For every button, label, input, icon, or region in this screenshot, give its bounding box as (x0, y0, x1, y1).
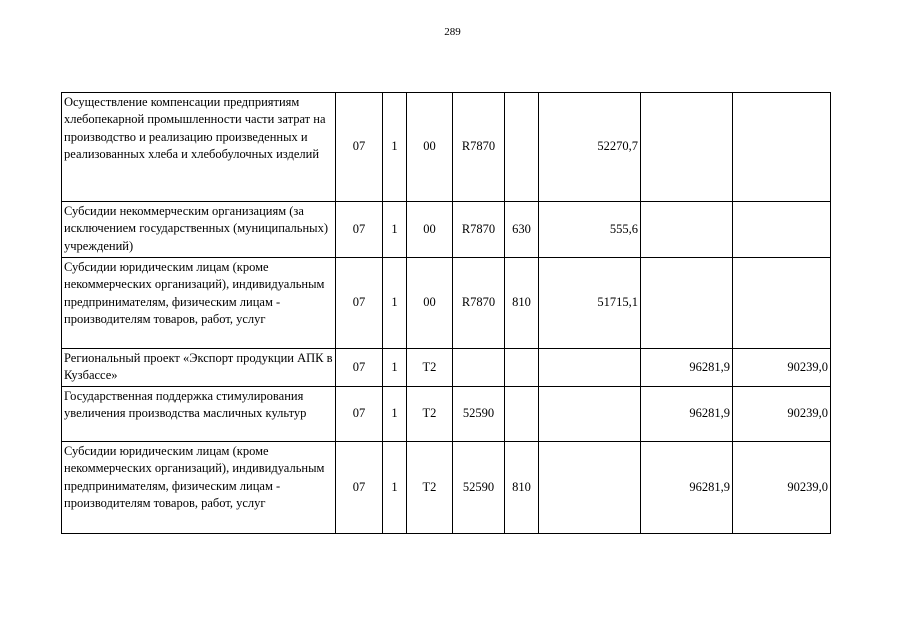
value-year-2 (641, 93, 733, 202)
expense-type-code (505, 387, 539, 442)
section-code: 07 (336, 442, 383, 534)
program-code: Т2 (407, 387, 453, 442)
row-name: Государственная поддержка стимулирования увеличения производства масличных культур (62, 387, 336, 442)
section-code: 07 (336, 258, 383, 349)
value-year-1: 52270,7 (539, 93, 641, 202)
value-year-2: 96281,9 (641, 349, 733, 387)
expense-type-code (505, 349, 539, 387)
section-code: 07 (336, 93, 383, 202)
value-year-1 (539, 349, 641, 387)
subsection-code: 1 (383, 349, 407, 387)
program-code: Т2 (407, 349, 453, 387)
value-year-3 (733, 258, 831, 349)
row-name: Субсидии юридическим лицам (кроме некоммерческих организаций), индивидуальным предпринимателям, физическим лицам - производителям товаров, работ, услуг (62, 258, 336, 349)
subsection-code: 1 (383, 258, 407, 349)
value-year-2 (641, 258, 733, 349)
value-year-1: 51715,1 (539, 258, 641, 349)
value-year-2 (641, 202, 733, 258)
value-year-3: 90239,0 (733, 387, 831, 442)
page-number: 289 (444, 26, 461, 38)
expense-type-code: 810 (505, 442, 539, 534)
target-code: R7870 (453, 93, 505, 202)
value-year-1 (539, 387, 641, 442)
expense-type-code: 630 (505, 202, 539, 258)
section-code: 07 (336, 202, 383, 258)
target-code: R7870 (453, 258, 505, 349)
table-row (62, 349, 831, 387)
row-name: Осуществление компенсации предприятиям хлебопекарной промышленности части затрат на производство и реализацию произведенных и реализованных хлеба и хлебобулочных изделий (62, 93, 336, 202)
value-year-2: 96281,9 (641, 442, 733, 534)
value-year-3: 90239,0 (733, 442, 831, 534)
subsection-code: 1 (383, 387, 407, 442)
row-name: Субсидии некоммерческим организациям (за исключением государственных (муниципальных) учреждений) (62, 202, 336, 258)
expense-type-code (505, 93, 539, 202)
table-row (62, 442, 831, 534)
target-code: 52590 (453, 387, 505, 442)
value-year-3 (733, 93, 831, 202)
value-year-3: 90239,0 (733, 349, 831, 387)
subsection-code: 1 (383, 93, 407, 202)
table-row (62, 258, 831, 349)
target-code: R7870 (453, 202, 505, 258)
expense-type-code: 810 (505, 258, 539, 349)
value-year-1: 555,6 (539, 202, 641, 258)
target-code (453, 349, 505, 387)
program-code: 00 (407, 258, 453, 349)
value-year-3 (733, 202, 831, 258)
program-code: Т2 (407, 442, 453, 534)
subsection-code: 1 (383, 202, 407, 258)
table-row (62, 93, 831, 202)
row-name: Субсидии юридическим лицам (кроме некоммерческих организаций), индивидуальным предпринимателям, физическим лицам - производителям товаров, работ, услуг (62, 442, 336, 534)
subsection-code: 1 (383, 442, 407, 534)
value-year-1 (539, 442, 641, 534)
section-code: 07 (336, 349, 383, 387)
program-code: 00 (407, 93, 453, 202)
target-code: 52590 (453, 442, 505, 534)
budget-table (61, 92, 831, 534)
row-name: Региональный проект «Экспорт продукции АПК в Кузбассе» (62, 349, 336, 387)
table-row (62, 202, 831, 258)
section-code: 07 (336, 387, 383, 442)
program-code: 00 (407, 202, 453, 258)
table-row (62, 387, 831, 442)
value-year-2: 96281,9 (641, 387, 733, 442)
